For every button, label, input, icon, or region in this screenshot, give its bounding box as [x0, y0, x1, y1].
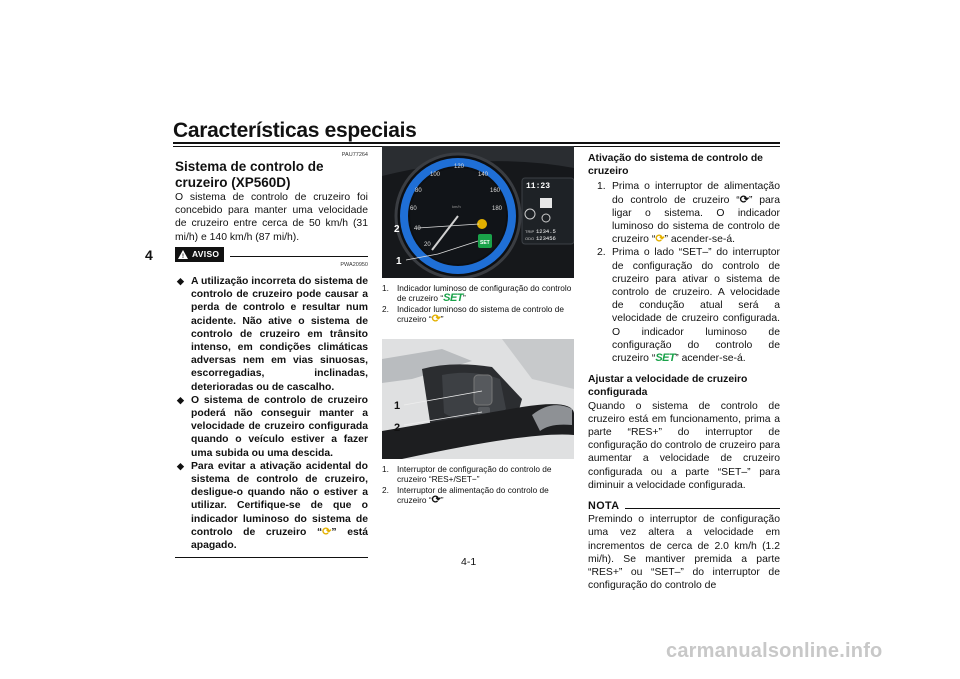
scale-mark: 180	[492, 206, 503, 212]
trip-label: TRIP	[525, 229, 535, 234]
watermark: carmanualsonline.info	[666, 640, 883, 662]
callout-1: 1	[396, 256, 402, 267]
activation-steps	[588, 180, 780, 365]
cruise-indicator-icon: ⟳	[655, 233, 665, 246]
caption-item: 1. Interruptor de configuração do controlo de cruzeiro “RES+/SET−”	[382, 464, 552, 485]
speed-unit: km/h	[452, 204, 461, 209]
title-rule	[173, 142, 780, 144]
caption-item: 2. Indicador luminoso do sistema de controlo de cruzeiro “⟳”	[382, 303, 564, 326]
note-paragraph: Premindo o interruptor de configuração uma vez altera a velocidade em incrementos de cerca de 2.0 km/h (1.2 mi/h). Se mantiver premida a parte “RES+” ou “SET–” do interruptor de configuração do controlo de	[588, 514, 780, 592]
warning-header	[175, 247, 368, 262]
handlebar-switch-illustration	[382, 339, 574, 459]
warning-label: AVISO	[192, 248, 220, 259]
odo-value: 123456	[536, 235, 556, 242]
cruise-power-icon: ⟳	[739, 193, 749, 206]
scale-mark: 120	[454, 164, 465, 170]
trip-value: 1234.5	[536, 228, 556, 235]
caption-item: 1. Indicador luminoso de configuração do controlo de cruzeiro “SET”	[382, 283, 572, 305]
switch-captions	[382, 464, 575, 506]
cruise-power-icon: ⟳	[431, 494, 441, 507]
step-item: 2. Prima o lado “SET–” do interruptor de configuração do controlo de cruzeiro para ativar o sistema de controlo de cruzeiro. A velocidade de condução atual será a velocidade de cruzeiro configurada. O indicador luminoso de configuração do controlo de cruzeiro “SET” acender-se-á.	[597, 247, 780, 365]
adjust-heading: Ajustar a velocidade de cruzeiro configurada	[588, 374, 748, 399]
adjust-paragraph: Quando o sistema de controlo de cruzeiro está em funcionamento, prima a parte “RES+” do interruptor de configuração do controlo de cruzeiro para aumentar a velocidade de cruzeiro configurada ou a parte “SET–” para diminuir a velocidade configurada.	[588, 400, 780, 491]
note-label: NOTA	[588, 500, 620, 513]
warning-item-text: Para evitar a ativação acidental do sistema de controlo de cruzeiro, desligue-o quando não o estiver a utilizar. Certifique-se de que o indicador luminoso do sistema de controlo de cruzeiro “	[191, 460, 368, 538]
note-header	[588, 500, 780, 513]
section-title: Sistema de controlo de cruzeiro (XP560D)	[175, 159, 324, 190]
scale-mark: 100	[430, 172, 441, 178]
warning-item: ◆ A utilização incorreta do sistema de controlo de cruzeiro pode causar a perda de controlo e resultar num acidente. Não ative o sistema de controlo de cruzeiro em trânsito intenso, em condições climáticas adversas nem em vias sinuosas, escorregadias, inclinadas, deterioradas ou de cascalho.	[175, 275, 368, 394]
set-indicator-icon: SET	[480, 240, 490, 246]
note-rule	[625, 508, 780, 509]
warning-rule	[230, 256, 368, 257]
scale-mark: 40	[414, 226, 421, 232]
warning-code: PWA20950	[340, 262, 368, 269]
handlebar-switch-photo	[382, 339, 574, 459]
callout-2: 2	[394, 224, 400, 235]
set-indicator-icon: SET	[655, 352, 676, 365]
chapter-number: 4	[145, 247, 153, 263]
warning-end-rule	[175, 557, 368, 558]
clock-readout: 11:23	[526, 182, 551, 191]
callout-1: 1	[394, 400, 401, 412]
callout-2: 2	[394, 422, 401, 434]
step-item: 1. Prima o interruptor de alimentação do controlo de cruzeiro “⟳” para ligar o sistema. O indicador luminoso do sistema de controlo de cruzeiro “⟳” acender-se-á.	[597, 181, 780, 246]
caption-item: 2. Interruptor de alimentação do controlo de cruzeiro “⟳”	[382, 484, 549, 507]
cluster-captions	[382, 283, 575, 325]
cruise-indicator-icon: ⟳	[431, 313, 441, 326]
warning-triangle-icon: !	[178, 250, 188, 259]
warning-item: ◆ O sistema de controlo de cruzeiro poderá não conseguir manter a velocidade de cruzeiro configurada quando o veículo estiver a fazer uma subida ou uma descida.	[175, 394, 368, 460]
scale-mark: 60	[410, 206, 417, 212]
scale-mark: 80	[415, 188, 422, 194]
page-number: 4-1	[461, 556, 477, 568]
scale-mark: 160	[490, 188, 501, 194]
page-title: Características especiais	[173, 119, 417, 142]
scale-mark: 140	[478, 172, 489, 178]
set-indicator-icon: SET	[443, 292, 464, 305]
warning-item	[175, 460, 368, 552]
activation-heading: Ativação do sistema de controlo de cruzeiro	[588, 153, 763, 178]
warning-badge	[175, 247, 224, 262]
reference-code: PAU77264	[341, 152, 368, 158]
warning-list	[175, 275, 368, 552]
scale-mark: 20	[424, 242, 431, 248]
instrument-cluster-photo	[382, 146, 574, 278]
cruise-indicator-icon: ⟳	[322, 525, 332, 538]
right-column	[588, 152, 780, 593]
intro-paragraph: O sistema de controlo de cruzeiro foi concebido para manter uma velocidade de cruzeiro entre cerca de 50 km/h (31 mi/h) e 140 km/h (87 mi/h).	[175, 192, 368, 243]
instrument-cluster-illustration	[382, 146, 574, 278]
left-column	[175, 152, 368, 558]
odo-label: ODO	[525, 236, 535, 241]
warning-item-text-end: ” está apagado.	[191, 526, 368, 552]
